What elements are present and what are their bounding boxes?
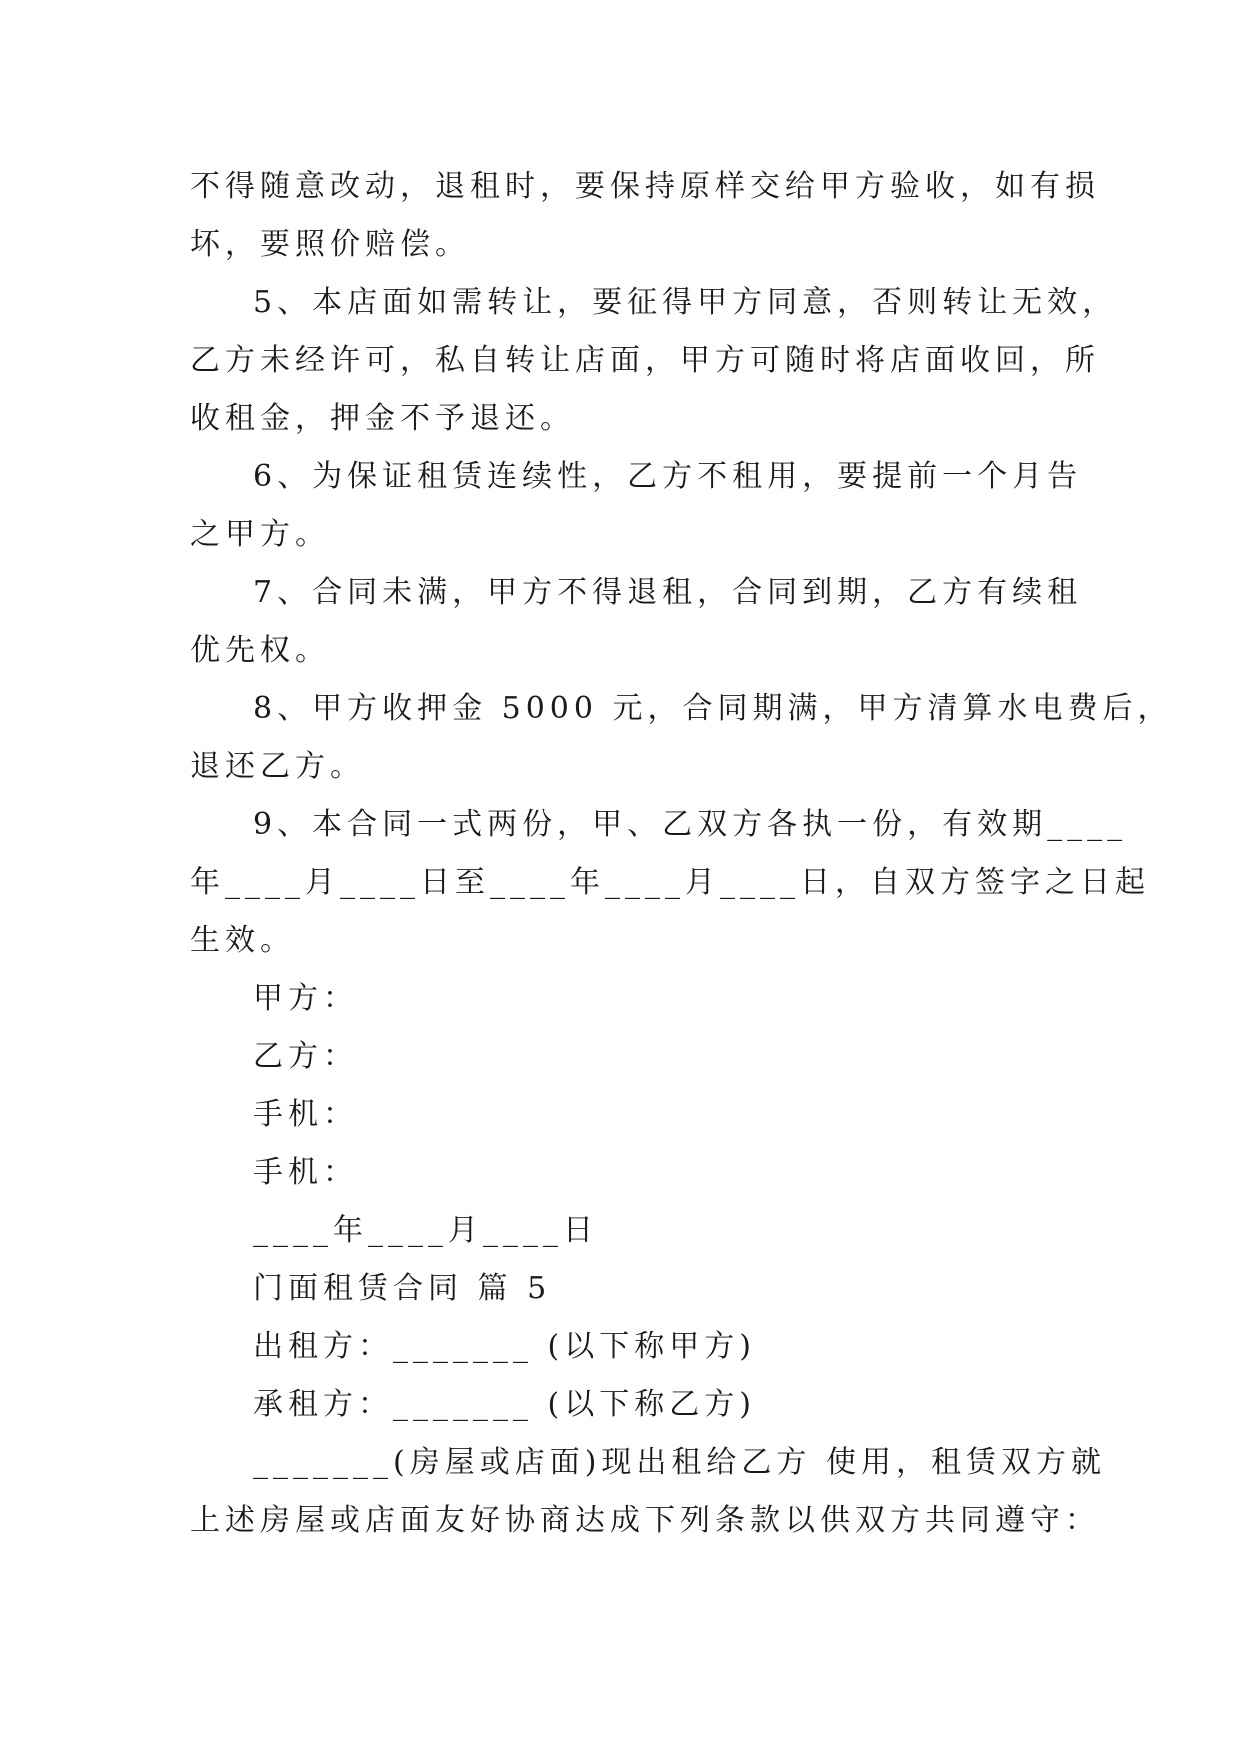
party-b-label: 乙方：: [253, 1039, 358, 1074]
clause-7-line: 7、合同未满，甲方不得退租，合同到期，乙方有续租: [253, 575, 1083, 610]
lessor-line: 出租方：_______ (以下称甲方): [253, 1329, 756, 1364]
text-line: 年____月____日至____年____月____日，自双方签字之日起: [190, 865, 1150, 900]
text-line: 之甲方。: [190, 517, 330, 552]
phone-label: 手机：: [253, 1097, 358, 1132]
text-line: 坏，要照价赔偿。: [190, 227, 470, 262]
party-a-label: 甲方：: [253, 981, 358, 1016]
phone-label: 手机：: [253, 1155, 358, 1190]
text-line: 优先权。: [190, 633, 330, 668]
text-line: 生效。: [190, 923, 295, 958]
clause-8-line: 8、甲方收押金 5000 元，合同期满，甲方清算水电费后，: [253, 691, 1173, 726]
clause-9-line: 9、本合同一式两份，甲、乙双方各执一份，有效期____: [253, 807, 1128, 842]
clause-6-line: 6、为保证租赁连续性，乙方不租用，要提前一个月告: [253, 459, 1083, 494]
text-line: 收租金，押金不予退还。: [190, 401, 575, 436]
document-page: [190, 158, 1173, 1550]
clause-5-line: 5、本店面如需转让，要征得甲方同意，否则转让无效，: [253, 285, 1118, 320]
text-line: 上述房屋或店面友好协商达成下列条款以供双方共同遵守：: [190, 1503, 1100, 1538]
preamble-line: _______(房屋或店面)现出租给乙方 使用，租赁双方就: [253, 1445, 1106, 1480]
section-heading: 门面租赁合同 篇 5: [253, 1271, 552, 1306]
lessee-line: 承租方：_______ (以下称乙方): [253, 1387, 756, 1422]
date-line: ____年____月____日: [253, 1213, 598, 1248]
text-line: 退还乙方。: [190, 749, 365, 784]
text-line: 不得随意改动，退租时，要保持原样交给甲方验收，如有损: [190, 169, 1100, 204]
text-line: 乙方未经许可，私自转让店面，甲方可随时将店面收回，所: [190, 343, 1100, 378]
